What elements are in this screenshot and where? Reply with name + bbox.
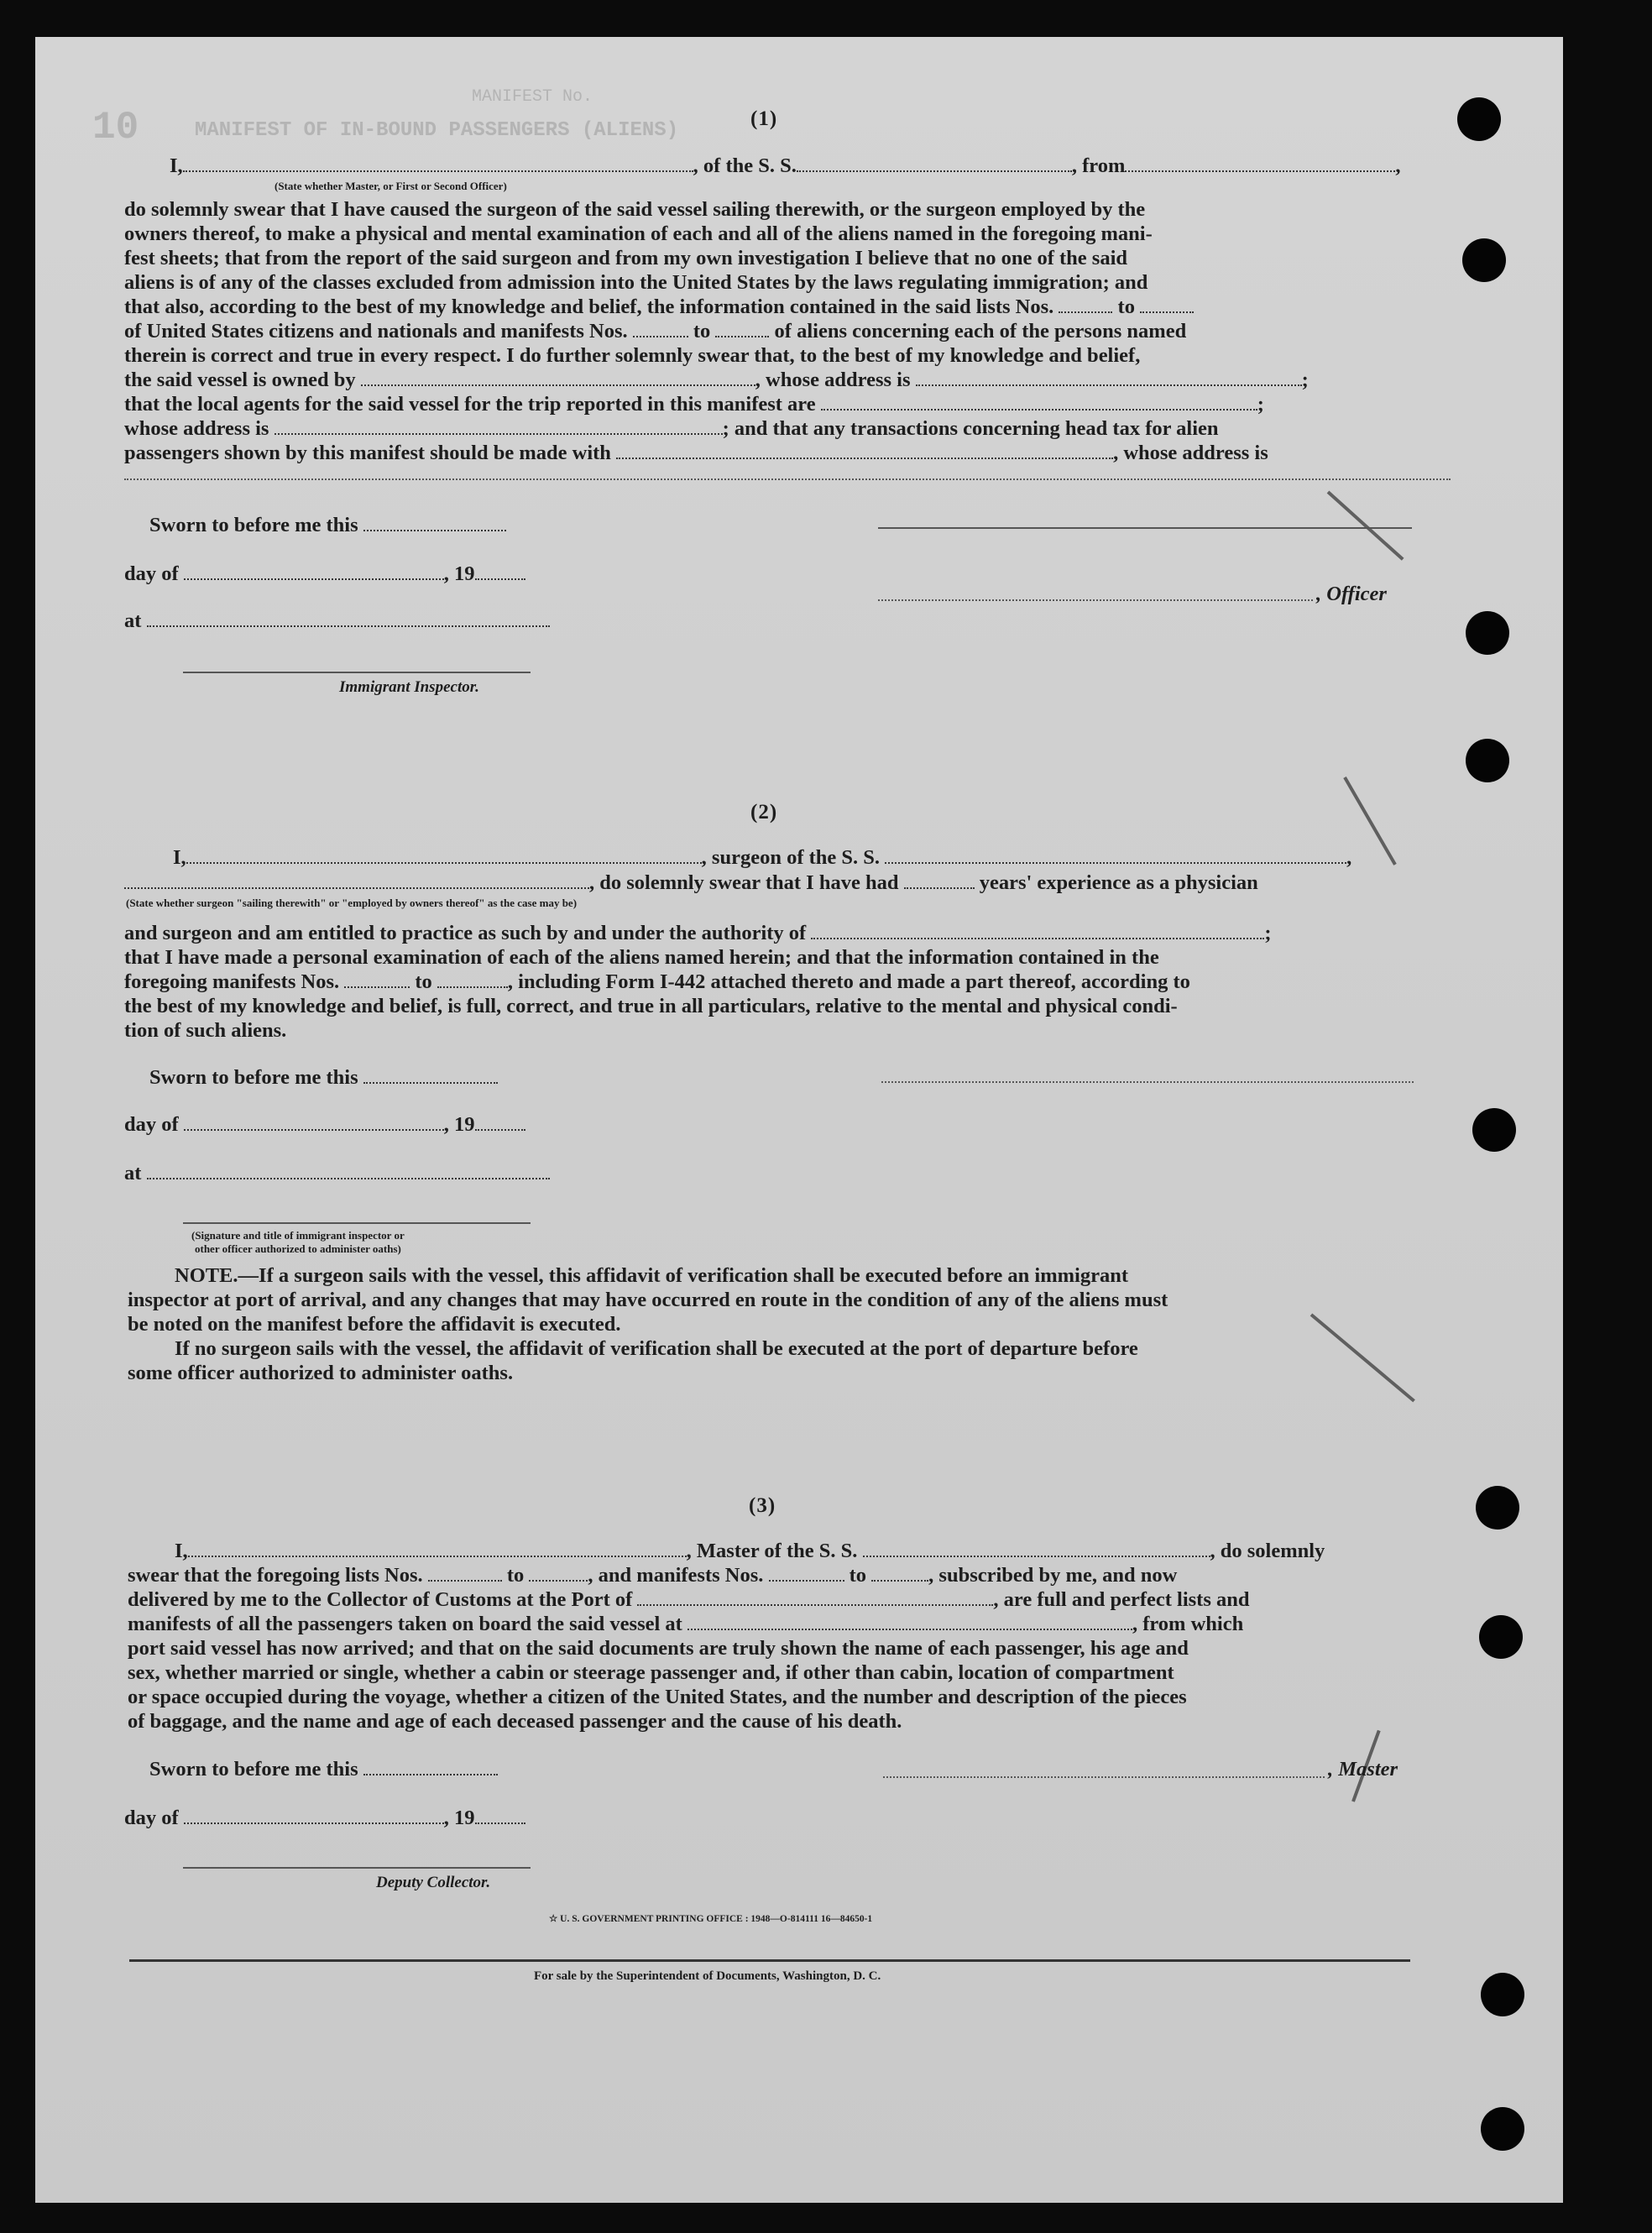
s2-line-7: tion of such aliens.: [124, 1019, 287, 1042]
s2-line-2: , do solemnly swear that I have had years' experience as a physician: [124, 871, 1258, 895]
s3-master-label: , Master: [1328, 1758, 1398, 1781]
s2-sworn: Sworn to before me this: [149, 1066, 498, 1090]
s2-note-4: If no surgeon sails with the vessel, the affidavit of verification shall be executed at the port of departure before: [175, 1337, 1138, 1360]
punch-hole: [1457, 97, 1501, 141]
section-3-number: (3): [749, 1494, 776, 1517]
s2-note-5: some officer authorized to administer oaths.: [128, 1362, 514, 1384]
s2-note-2: inspector at port of arrival, and any changes that may have occurred en route in the condition of any of the aliens must: [128, 1289, 1168, 1311]
s1-inspector-line: [183, 672, 531, 673]
sale-notice: For sale by the Superintendent of Documents, Washington, D. C.: [534, 1969, 881, 1983]
s1-at: at: [124, 609, 550, 633]
s3-master-line: [883, 1776, 1325, 1778]
check-mark: [1327, 491, 1404, 561]
s2-line-5: foregoing manifests Nos. to , including Form I-442 attached thereto and made a part thereof, according to: [124, 970, 1190, 993]
check-mark: [1310, 1313, 1415, 1402]
punch-hole: [1462, 238, 1506, 282]
ghost-manifest-no: MANIFEST No.: [472, 87, 593, 107]
s3-body-3: or space occupied during the voyage, whether a citizen of the United States, and the number and description of the pieces: [128, 1686, 1187, 1708]
s1-officer-label: , Officer: [1316, 583, 1387, 605]
s1-body-11: passengers shown by this manifest should be made with , whose address is: [124, 442, 1268, 464]
gpo-imprint: ☆ U. S. GOVERNMENT PRINTING OFFICE : 1948—O-814111 16—84650-1: [549, 1914, 873, 1924]
s3-day-of: day of , 19: [124, 1807, 525, 1830]
punch-hole: [1476, 1486, 1519, 1530]
footer-rule: [129, 1959, 1410, 1962]
manifest-page: [35, 37, 1563, 2203]
s1-body-10: whose address is ; and that any transactions concerning head tax for alien: [124, 417, 1219, 440]
s2-line-3: and surgeon and am entitled to practice as such by and under the authority of ;: [124, 922, 1272, 944]
s1-body-5: that also, according to the best of my knowledge and belief, the information contained in the said lists Nos. to: [124, 295, 1194, 319]
s3-line-4: manifests of all the passengers taken on board the said vessel at , from which: [128, 1613, 1244, 1635]
punch-hole: [1472, 1108, 1516, 1152]
s1-day-of: day of , 19: [124, 562, 525, 586]
s2-line-6: the best of my knowledge and belief, is full, correct, and true in all particulars, relative to the mental and physical condi-: [124, 995, 1178, 1017]
s1-officer-signature-line: [878, 527, 1412, 529]
s3-body-4: of baggage, and the name and age of each deceased passenger and the cause of his death.: [128, 1710, 902, 1733]
s3-sworn: Sworn to before me this: [149, 1758, 498, 1781]
punch-hole: [1479, 1615, 1523, 1659]
s2-note-3: be noted on the manifest before the affidavit is executed.: [128, 1313, 621, 1336]
s3-body-1: port said vessel has now arrived; and that on the said documents are truly shown the name of each passenger, his age and: [128, 1637, 1189, 1660]
s1-body-9: that the local agents for the said vessel for the trip reported in this manifest are ;: [124, 393, 1264, 416]
s3-body-2: sex, whether married or single, whether a cabin or steerage passenger and, if other than cabin, location of compartment: [128, 1661, 1174, 1684]
s2-surgeon-caption: (State whether surgeon "sailing therewith" or "employed by owners thereof" as the case may be): [126, 897, 578, 909]
s1-officer-line: [878, 599, 1313, 601]
punch-hole: [1466, 739, 1509, 782]
section-1-number: (1): [750, 107, 778, 130]
s1-body-2: owners thereof, to make a physical and mental examination of each and all of the aliens named in the foregoing mani-: [124, 222, 1153, 245]
s1-body-7: therein is correct and true in every respect. I do further solemnly swear that, to the best of my knowledge and belief,: [124, 344, 1141, 367]
s1-body-6: of United States citizens and nationals and manifests Nos. to of aliens concerning each of the persons named: [124, 320, 1187, 343]
s3-line-3: delivered by me to the Collector of Customs at the Port of , are full and perfect lists and: [128, 1588, 1250, 1611]
ghost-page-number: 10: [92, 106, 139, 149]
s2-at: at: [124, 1162, 550, 1185]
s1-blank-line: [124, 478, 1451, 480]
s1-body-1: do solemnly swear that I have caused the surgeon of the said vessel sailing therewith, or the surgeon employed by the: [124, 198, 1146, 221]
s2-right-signature-line: [881, 1081, 1414, 1083]
s3-deputy-line: [183, 1867, 531, 1869]
punch-hole: [1466, 611, 1509, 655]
punch-hole: [1481, 1973, 1524, 2016]
s2-note-1: NOTE.—If a surgeon sails with the vessel, this affidavit of verification shall be executed before an immigrant: [175, 1264, 1129, 1287]
s3-deputy-caption: Deputy Collector.: [376, 1874, 491, 1891]
s1-inspector-caption: Immigrant Inspector.: [339, 678, 479, 696]
s1-line-1: I, , of the S. S. , from ,: [170, 154, 1401, 177]
ghost-title: MANIFEST OF IN-BOUND PASSENGERS (ALIENS): [195, 119, 679, 142]
s2-line-4: that I have made a personal examination of each of the aliens named herein; and that the information contained in the: [124, 946, 1159, 969]
section-2-number: (2): [750, 801, 778, 824]
s2-line-1: I, , surgeon of the S. S. ,: [173, 846, 1352, 869]
s1-rank-caption: (State whether Master, or First or Second Officer): [274, 180, 507, 192]
s3-line-2: swear that the foregoing lists Nos. to , and manifests Nos. to , subscribed by me, and now: [128, 1564, 1178, 1587]
s2-signature-line: [183, 1222, 531, 1224]
s2-day-of: day of , 19: [124, 1113, 525, 1137]
punch-hole: [1481, 2107, 1524, 2151]
s1-sworn: Sworn to before me this: [149, 514, 506, 537]
s3-line-1: I, , Master of the S. S. , do solemnly: [175, 1540, 1325, 1562]
s1-body-8: the said vessel is owned by , whose address is ;: [124, 369, 1309, 391]
s1-body-3: fest sheets; that from the report of the said surgeon and from my own investigation I believe that no one of the said: [124, 247, 1127, 269]
s2-signature-caption-1: (Signature and title of immigrant inspector or: [191, 1229, 405, 1242]
s2-signature-caption-2: other officer authorized to administer oaths): [195, 1242, 401, 1255]
s1-body-4: aliens is of any of the classes excluded from admission into the United States by the laws regulating immigration; and: [124, 271, 1148, 294]
